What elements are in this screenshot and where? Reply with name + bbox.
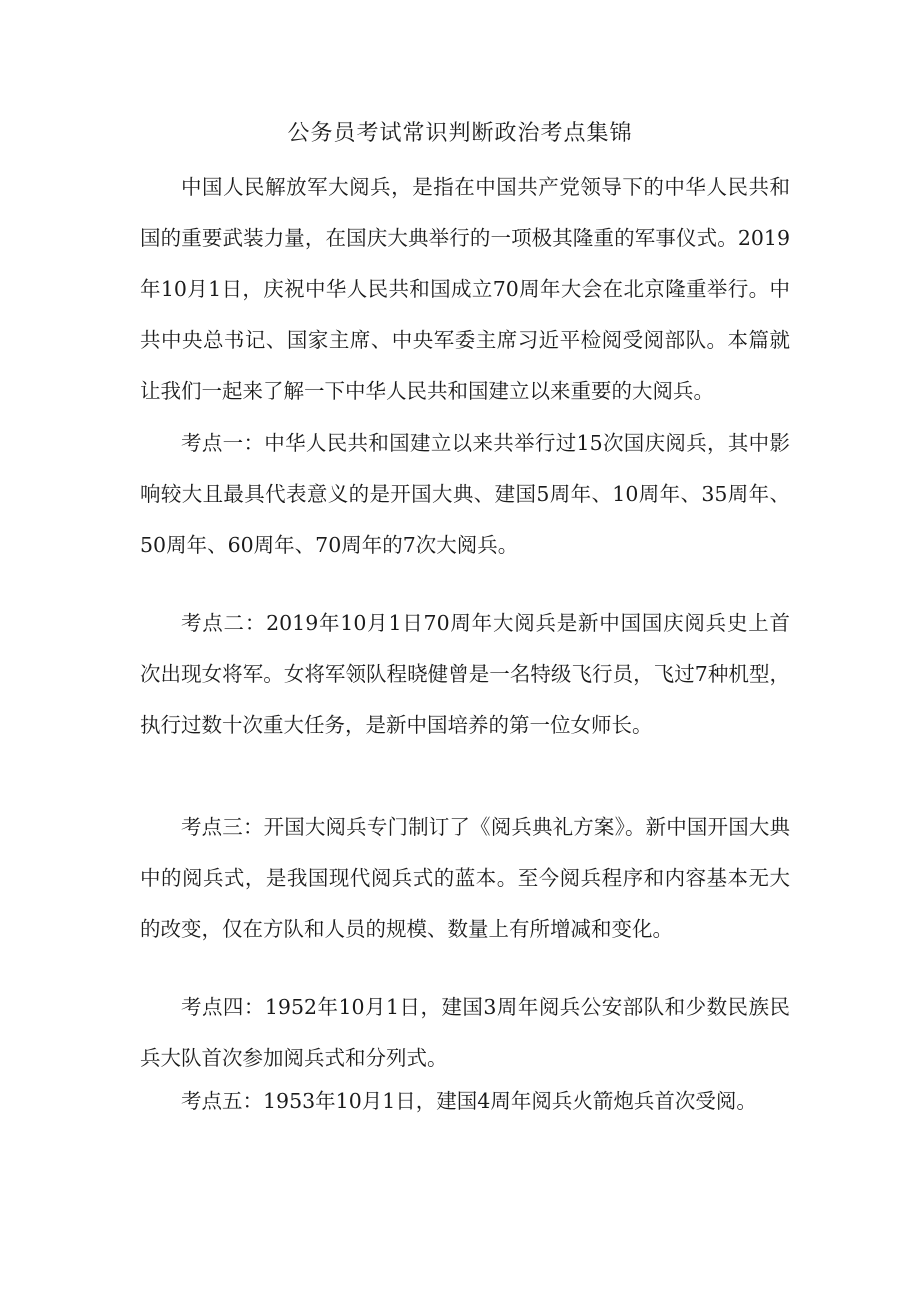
point-one-paragraph: 考点一：中华人民共和国建立以来共举行过15次国庆阅兵，其中影响较大且最具代表意义的是开国大典、建国5周年、10周年、35周年、50周年、60周年、70周年的7次大阅兵。 — [140, 431, 790, 557]
document-title: 公务员考试常识判断政治考点集锦 — [287, 121, 633, 146]
point-three-paragraph: 考点三：开国大阅兵专门制订了《阅兵典礼方案》。新中国开国大典中的阅兵式，是我国现代阅兵式的蓝本。至今阅兵程序和内容基本无大的改变，仅在方队和人员的规模、数量上有所增减和变化。 — [140, 815, 790, 941]
point-four-paragraph: 考点四：1952年10月1日，建国3周年阅兵公安部队和少数民族民兵大队首次参加阅兵式和分列式。 — [140, 995, 790, 1070]
point-two-paragraph: 考点二：2019年10月1日70周年大阅兵是新中国国庆阅兵史上首次出现女将军。女将军领队程晓健曾是一名特级飞行员，飞过7种机型，执行过数十次重大任务，是新中国培养的第一位女师长。 — [140, 611, 790, 737]
intro-paragraph: 中国人民解放军大阅兵，是指在中国共产党领导下的中华人民共和国的重要武装力量，在国庆大典举行的一项极其隆重的军事仪式。2019年10月1日，庆祝中华人民共和国成立70周年大会在北京隆重举行。中共中央总书记、国家主席、中央军委主席习近平检阅受阅部队。本篇就让我们一起来了解一下中华人民共和国建立以来重要的大阅兵。 — [140, 175, 790, 403]
point-five-paragraph: 考点五：1953年10月1日，建国4周年阅兵火箭炮兵首次受阅。 — [181, 1089, 757, 1113]
